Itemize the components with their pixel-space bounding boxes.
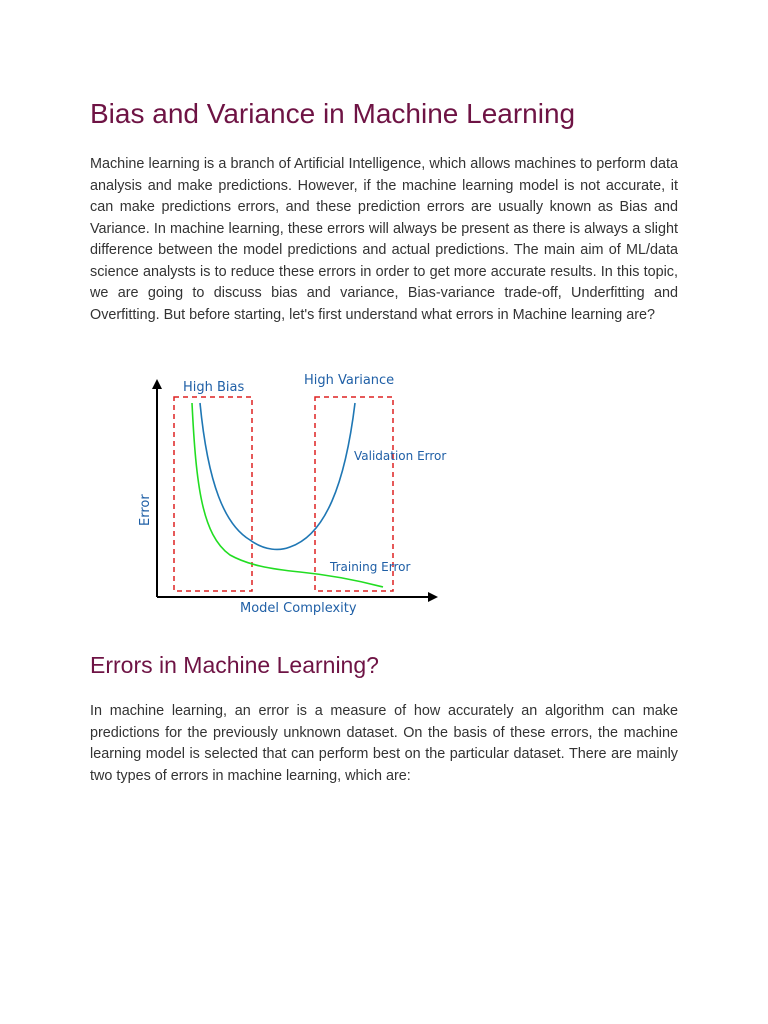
high-bias-region [174, 397, 252, 591]
high-bias-label: High Bias [183, 380, 245, 395]
section-title: Errors in Machine Learning? [90, 652, 379, 678]
bias-variance-figure [130, 365, 470, 625]
validation-error-curve [200, 403, 355, 549]
training-error-label: Training Error [330, 560, 411, 574]
high-variance-label: High Variance [304, 373, 395, 388]
y-axis-label: Error [138, 494, 153, 526]
intro-paragraph: Machine learning is a branch of Artificial Intelligence, which allows machines to perform data analysis and make predictions. However, if the machine learning model is not accurate, it can make predictions errors, and these prediction errors are usually known as Bias and Variance. In machine learning, these errors will always be present as there is always a slight difference between the model predictions and actual predictions. The main aim of ML/data science analysts is to reduce these errors in order to get more accurate results. In this topic, we are going to discuss bias and variance, Bias-variance trade-off, Underfitting and Overfitting. But before starting, let's first understand what errors in Machine learning are? [90, 156, 678, 323]
x-axis-arrow-icon [428, 592, 438, 602]
x-axis-label: Model Complexity [240, 601, 357, 616]
section-paragraph: In machine learning, an error is a measure of how accurately an algorithm can make predictions for the previously unknown dataset. On the basis of these errors, the machine learning model is selected that can perform best on the particular dataset. There are mainly two types of errors in machine learning, which are: [90, 703, 678, 784]
page-title: Bias and Variance in Machine Learning [90, 98, 576, 129]
y-axis-arrow-icon [152, 379, 162, 389]
validation-error-label: Validation Error [354, 449, 447, 463]
